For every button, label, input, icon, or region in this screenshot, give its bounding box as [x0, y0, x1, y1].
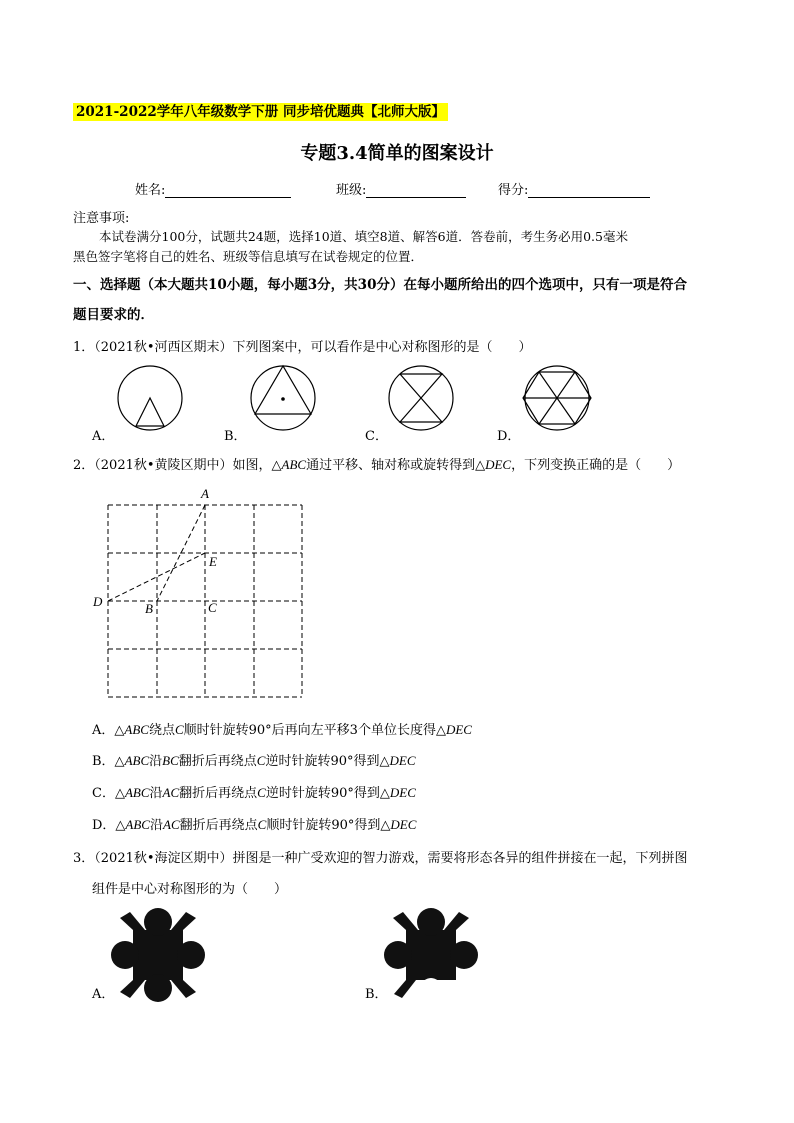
q2-option-c[interactable]: C．△ABC沿AC翻折后再绕点C逆时针旋转90°得到△DEC — [92, 785, 416, 801]
q1-option-c[interactable]: C． — [365, 429, 388, 444]
q3-stem-line-1: 3．（2021秋•海淀区期中）拼图是一种广受欢迎的智力游戏，需要将形态各异的组件拼接在一起，下列拼图 — [73, 851, 688, 866]
notice-line-2: 黑色签字笔将自己的姓名、班级等信息填写在试卷规定的位置． — [73, 249, 424, 264]
page-title: 专题3.4简单的图案设计 — [300, 143, 494, 164]
point-a-label: A — [201, 486, 209, 501]
q2-stem: 2．（2021秋•黄陵区期中）如图，△ABC通过平移、轴对称或旋转得到△DEC，下列变换正确的是（ ） — [73, 457, 681, 473]
section-heading-line-1: 一、选择题（本大题共10小题，每小题3分，共30分）在每小题所给出的四个选项中，只有一项是符合 — [73, 277, 687, 293]
q3-option-b[interactable]: B． — [365, 987, 388, 1002]
q3-option-a[interactable]: A． — [92, 987, 115, 1002]
q1-option-d[interactable]: D． — [497, 429, 521, 444]
point-d-label: D — [93, 594, 103, 609]
notice-line-1: 本试卷满分100分，试题共24题，选择10道、填空8道、解答6道．答卷前，考生务必用0.5毫米 — [99, 229, 628, 244]
series-banner: 2021-2022学年八年级数学下册 同步培优题典【北师大版】 — [73, 103, 448, 121]
class-label: 班级: — [336, 183, 367, 198]
q2-option-d[interactable]: D．△ABC沿AC翻折后再绕点C顺时针旋转90°得到△DEC — [92, 817, 417, 833]
name-label: 姓名: — [135, 183, 166, 198]
notice-heading: 注意事项: — [73, 211, 130, 226]
q3-stem-line-2: 组件是中心对称图形的为（ ） — [92, 882, 288, 897]
q1-stem: 1．（2021秋•河西区期末）下列图案中，可以看作是中心对称图形的是（ ） — [73, 340, 532, 355]
score-label: 得分: — [498, 183, 529, 198]
q3-figure-a-puzzle-piece — [111, 908, 205, 1002]
q2-option-b[interactable]: B．△ABC沿BC翻折后再绕点C逆时针旋转90°得到△DEC — [92, 753, 416, 769]
point-b-label: B — [145, 601, 153, 616]
point-c-label: C — [208, 600, 217, 615]
q1-option-b[interactable]: B． — [224, 429, 247, 444]
section-heading-line-2: 题目要求的． — [73, 307, 154, 323]
q3-figure-b-puzzle-piece — [384, 908, 478, 998]
point-e-label: E — [209, 554, 217, 569]
q1-option-a[interactable]: A． — [92, 429, 115, 444]
q2-option-a[interactable]: A．△ABC绕点C顺时针旋转90°后再向左平移3个单位长度得△DEC — [92, 722, 472, 738]
